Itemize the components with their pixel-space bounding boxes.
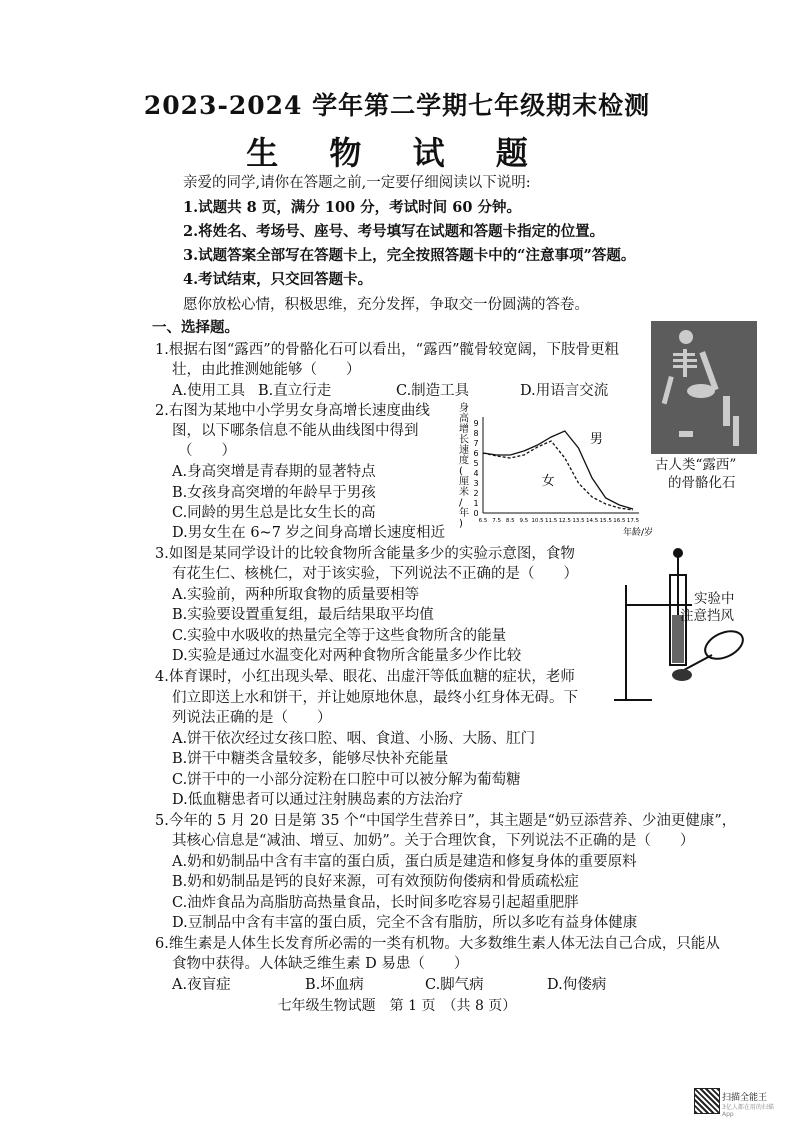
- exam-title: 2023-2024 学年第二学期七年级期末检测: [143, 91, 651, 120]
- q1-option-a: A.使用工具: [172, 383, 246, 399]
- x-axis-label: 年龄/岁: [623, 528, 654, 538]
- q5-stem-line1: 5.今年的 5 月 20 日是第 35 个“中国学生营养日”，其主题是“奶豆添营养、少油更健康”，: [155, 813, 737, 829]
- q2-stem-line2: 图，以下哪条信息不能从曲线图中得到: [172, 423, 419, 439]
- q3-option-a: A.实验前，两种所取食物的质量要相等: [172, 587, 420, 603]
- series-label-0: 男: [589, 432, 603, 447]
- x-tick-label: 6.5: [478, 518, 488, 524]
- instructions-intro: 亲爱的同学,请你在答题之前,一定要仔细阅读以下说明:: [183, 175, 531, 191]
- y-tick-label: 7: [473, 439, 479, 448]
- x-tick-label: 13.5: [572, 518, 585, 524]
- x-tick-label: 11.5: [545, 518, 558, 524]
- y-tick-label: 4: [473, 469, 479, 478]
- q6-option-c: C.脚气病: [425, 977, 484, 993]
- y-tick-label: 1: [473, 499, 479, 508]
- x-tick-label: 14.5: [585, 518, 599, 524]
- y-tick-label: 6: [473, 449, 479, 458]
- x-tick-label: 9.5: [519, 518, 529, 524]
- instructions-wish: 愿你放松心情，积极思维，充分发挥，争取交一份圆满的答卷。: [183, 297, 589, 313]
- q4-stem-line1: 4.体育课时，小红出现头晕、眼花、出虚汗等低血糖的症状，老师: [155, 669, 575, 685]
- q5-stem-line2: 其核心信息是“减油、增豆、加奶”。关于合理饮食，下列说法不正确的是（ ）: [172, 833, 695, 849]
- q2-option-d: D.男女生在 6~7 岁之间身高增长速度相近: [172, 525, 446, 541]
- q4-option-c: C.饼干中的一小部分淀粉在口腔中可以被分解为葡萄糖: [172, 772, 521, 788]
- y-tick-label: 0: [473, 509, 479, 518]
- y-axis-label-char: 米: [459, 487, 469, 498]
- instruction-4: 4.考试结束，只交回答题卡。: [183, 271, 373, 288]
- q5-option-a: A.奶和奶制品中含有丰富的蛋白质，蛋白质是建造和修复身体的重要原料: [172, 854, 637, 870]
- instruction-2: 2.将姓名、考场号、座号、考号填写在试题和答题卡指定的位置。: [183, 223, 605, 240]
- y-axis-label-char: 度: [459, 455, 469, 467]
- y-tick-label: 8: [473, 429, 479, 438]
- growth-chart: [455, 403, 654, 538]
- watermark-sub: 3亿人都在用的扫描App: [722, 1104, 774, 1118]
- y-tick-label: 2: [473, 489, 479, 498]
- q4-option-d: D.低血糖患者可以通过注射胰岛素的方法治疗: [172, 792, 464, 808]
- y-axis-label-char: (: [459, 466, 463, 477]
- y-axis-label-char: 长: [459, 434, 469, 446]
- y-tick-label: 9: [473, 419, 479, 428]
- apparatus-label-line2: 注意挡风: [680, 608, 734, 624]
- y-axis-label-char: 身: [459, 403, 469, 414]
- x-tick-label: 16.5: [613, 518, 626, 524]
- q6-option-b: B.坏血病: [305, 977, 364, 993]
- series-line-1: [483, 441, 633, 510]
- q2-stem-line3: （ ）: [178, 443, 236, 459]
- watermark-brand: 扫描全能王: [722, 1093, 768, 1103]
- q3-stem-line1: 3.如图是某同学设计的比较食物所含能量多少的实验示意图，食物: [155, 546, 575, 562]
- q4-option-b: B.饼干中糖类含量较多，能够尽快补充能量: [172, 751, 449, 767]
- q4-stem-line2: 们立即送上水和饼干，并让她原地休息，最终小红身体无碍。下: [172, 690, 578, 706]
- x-tick-label: 8.5: [505, 518, 515, 524]
- x-tick-label: 15.5: [599, 518, 612, 524]
- q1-stem-line2: 壮，由此推测她能够（ ）: [172, 362, 361, 378]
- q2-stem-line1: 2.右图为某地中小学男女身高增长速度曲线: [155, 403, 430, 419]
- qr-code-icon: [694, 1088, 720, 1114]
- q4-option-a: A.饼干依次经过女孩口腔、咽、食道、小肠、大肠、肛门: [172, 731, 536, 747]
- y-tick-label: 5: [473, 459, 479, 468]
- q5-option-b: B.奶和奶制品是钙的良好来源，可有效预防佝偻病和骨质疏松症: [172, 874, 579, 890]
- camscanner-watermark: [694, 1088, 784, 1118]
- x-tick-label: 17.5: [626, 518, 640, 524]
- q6-stem-line1: 6.维生素是人体生长发育所必需的一类有机物。大多数维生素人体无法自己合成，只能从: [155, 936, 720, 952]
- section-heading: 一、选择题。: [152, 319, 239, 336]
- y-axis-label-char: 高: [459, 413, 469, 425]
- x-tick-label: 12.5: [558, 518, 571, 524]
- y-axis-label-char: 年: [459, 508, 469, 519]
- q3-stem-line2: 有花生仁、核桃仁，对于该实验，下列说法不正确的是（ ）: [172, 566, 578, 582]
- q4-stem-line3: 列说法正确的是（ ）: [172, 710, 332, 726]
- q6-option-d: D.佝偻病: [547, 977, 607, 993]
- q3-option-c: C.实验中水吸收的热量完全等于这些食物所含的能量: [172, 628, 507, 644]
- y-axis-label-char: 增: [459, 424, 469, 435]
- instruction-3: 3.试题答案全部写在答题卡上，完全按照答题卡中的“注意事项”答题。: [183, 247, 636, 264]
- exam-subtitle: 生 物 试 题: [246, 134, 548, 172]
- q2-option-b: B.女孩身高突增的年龄早于男孩: [172, 485, 376, 501]
- lucy-fossil-image: [651, 321, 757, 454]
- x-tick-label: 7.5: [492, 518, 502, 524]
- q1-option-c: C.制造工具: [396, 383, 470, 399]
- series-label-1: 女: [541, 474, 555, 489]
- series-line-0: [483, 431, 633, 509]
- q6-stem-line2: 食物中获得。人体缺乏维生素 D 易患（ ）: [172, 956, 469, 972]
- y-axis-label-char: 速: [459, 445, 469, 456]
- fossil-caption-line1: 古人类“露西”: [655, 457, 737, 473]
- q3-option-b: B.实验要设置重复组，最后结果取平均值: [172, 607, 434, 623]
- q1-option-d: D.用语言交流: [520, 383, 609, 399]
- instruction-1: 1.试题共 8 页，满分 100 分，考试时间 60 分钟。: [183, 199, 521, 216]
- q3-option-d: D.实验是通过水温变化对两种食物所含能量多少作比较: [172, 648, 522, 664]
- y-axis-label-char: 厘: [459, 476, 469, 488]
- q2-option-a: A.身高突增是青春期的显著特点: [172, 464, 376, 480]
- page-footer: 七年级生物试题 第 1 页 （共 8 页）: [277, 998, 517, 1014]
- q5-option-c: C.油炸食品为高脂肪高热量食品，长时间多吃容易引起超重肥胖: [172, 895, 579, 911]
- q5-option-d: D.豆制品中含有丰富的蛋白质，完全不含有脂肪，所以多吃有益身体健康: [172, 915, 638, 931]
- fossil-caption-line2: 的骨骼化石: [668, 475, 736, 491]
- y-tick-label: 3: [473, 479, 479, 488]
- x-tick-label: 10.5: [531, 518, 544, 524]
- q2-option-c: C.同龄的男生总是比女生长的高: [172, 505, 376, 521]
- y-axis-label-char: /: [459, 497, 463, 509]
- y-axis-label-char: ): [459, 518, 463, 530]
- apparatus-label-line1: 实验中: [694, 591, 735, 607]
- q1-stem-line1: 1.根据右图“露西”的骨骼化石可以看出，“露西”髋骨较宽阔，下肢骨更粗: [155, 342, 619, 358]
- q1-option-b: B.直立行走: [258, 383, 332, 399]
- q6-option-a: A.夜盲症: [172, 977, 231, 993]
